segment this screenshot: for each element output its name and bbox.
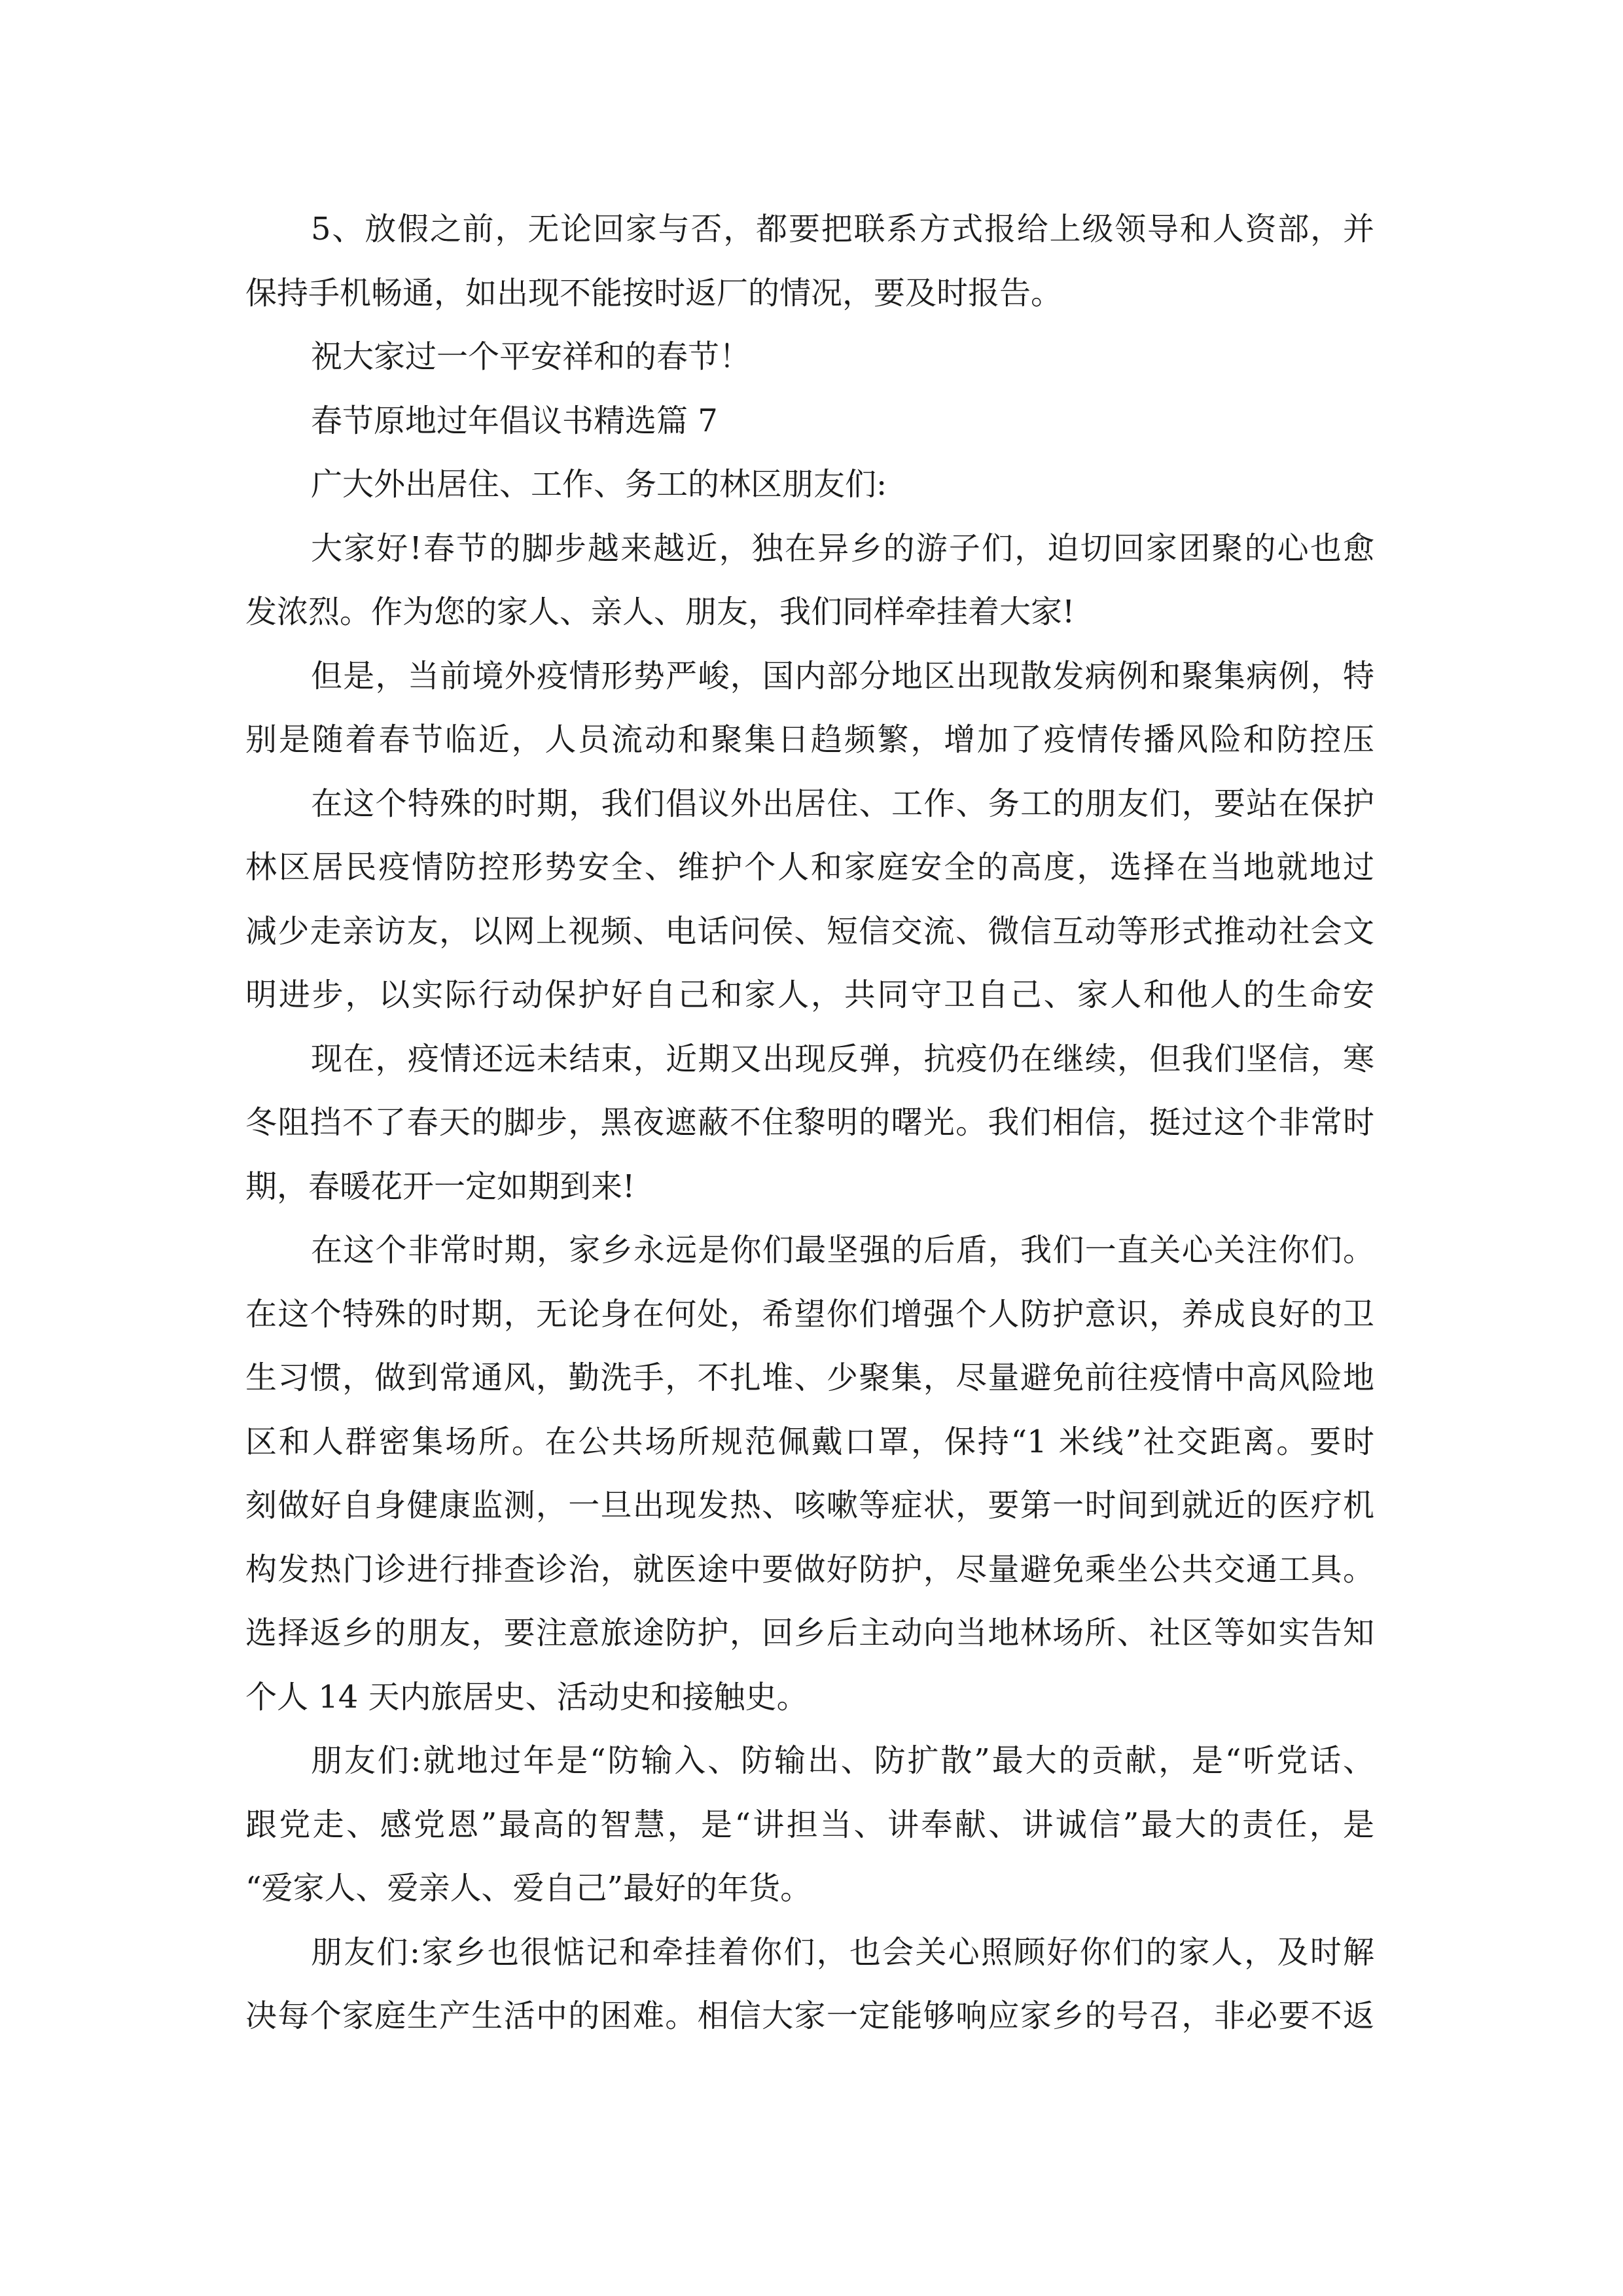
paragraph-line: 明进步，以实际行动保护好自己和家人，共同守卫自己、家人和他人的生命安 [245, 977, 1374, 1013]
paragraph-line: 发浓烈。作为您的家人、亲人、朋友，我们同样牵挂着大家! [245, 594, 1075, 630]
document-body [245, 198, 1374, 2049]
paragraph-line: 林区居民疫情防控形势安全、维护个人和家庭安全的高度，选择在当地就地过 [245, 849, 1374, 886]
paragraph-line: 朋友们:就地过年是“防输入、防输出、防扩散”最大的贡献，是“听党话、 [311, 1742, 1374, 1779]
paragraph-line: 决每个家庭生产生活中的困难。相信大家一定能够响应家乡的号召，非必要不返 [245, 1998, 1374, 2034]
paragraph-line: 祝大家过一个平安祥和的春节！ [311, 338, 751, 375]
paragraph-line: 构发热门诊进行排查诊治，就医途中要做好防护，尽量避免乘坐公共交通工具。 [245, 1551, 1374, 1588]
paragraph-line: 刻做好自身健康监测，一旦出现发热、咳嗽等症状，要第一时间到就近的医疗机 [245, 1487, 1374, 1524]
paragraph-line: 春节原地过年倡议书精选篇 7 [311, 402, 718, 439]
paragraph [245, 198, 1374, 325]
paragraph-line: 朋友们:家乡也很惦记和牵挂着你们，也会关心照顾好你们的家人，及时解 [311, 1933, 1374, 1971]
paragraph-line: 现在，疫情还远未结束，近期又出现反弹，抗疫仍在继续，但我们坚信，寒 [311, 1040, 1374, 1077]
paragraph-line: 在这个特殊的时期，无论身在何处，希望你们增强个人防护意识，养成良好的卫 [245, 1295, 1374, 1333]
paragraph-line: 生习惯，做到常通风，勤洗手，不扎堆、少聚集，尽量避免前往疫情中高风险地 [245, 1359, 1374, 1396]
paragraph-line: “爱家人、爱亲人、爱自己”最好的年货。 [245, 1870, 812, 1907]
paragraph-line: 跟党走、感党恩”最高的智慧，是“讲担当、讲奉献、讲诚信”最大的责任，是 [245, 1806, 1374, 1843]
paragraph-line: 别是随着春节临近，人员流动和聚集日趋频繁，增加了疫情传播风险和防控压 [245, 721, 1374, 758]
paragraph-line: 减少走亲访友，以网上视频、电话问侯、短信交流、微信互动等形式推动社会文 [245, 912, 1374, 950]
paragraph [245, 1729, 1374, 1921]
paragraph-line: 5、放假之前，无论回家与否，都要把联系方式报给上级领导和人资部，并 [311, 211, 1374, 247]
paragraph-line: 广大外出居住、工作、务工的林区朋友们: [311, 466, 887, 503]
paragraph [245, 1219, 1374, 1729]
salutation [245, 453, 1374, 517]
paragraph-line: 冬阻挡不了春天的脚步，黑夜遮蔽不住黎明的曙光。我们相信，挺过这个非常时 [245, 1104, 1374, 1141]
section-heading [245, 389, 1374, 454]
paragraph [245, 645, 1374, 772]
paragraph-line: 但是，当前境外疫情形势严峻，国内部分地区出现散发病例和聚集病例，特 [311, 657, 1374, 694]
paragraph [245, 517, 1374, 645]
paragraph [245, 772, 1374, 1028]
paragraph-line: 保持手机畅通，如出现不能按时返厂的情况，要及时报告。 [245, 274, 1063, 312]
paragraph-line: 在这个特殊的时期，我们倡议外出居住、工作、务工的朋友们，要站在保护 [311, 785, 1374, 822]
paragraph-line: 在这个非常时期，家乡永远是你们最坚强的后盾，我们一直关心关注你们。 [311, 1232, 1374, 1268]
paragraph [245, 1028, 1374, 1219]
paragraph-line: 个人 14 天内旅居史、活动史和接触史。 [245, 1678, 808, 1715]
paragraph-line: 区和人群密集场所。在公共场所规范佩戴口罩，保持“1 米线”社交距离。要时 [245, 1423, 1374, 1460]
paragraph [245, 325, 1374, 389]
paragraph-line: 大家好!春节的脚步越来越近，独在异乡的游子们，迫切回家团聚的心也愈 [311, 529, 1374, 567]
paragraph-line: 选择返乡的朋友，要注意旅途防护，回乡后主动向当地林场所、社区等如实告知 [245, 1615, 1374, 1651]
paragraph [245, 1921, 1374, 2049]
paragraph-line: 期，春暖花开一定如期到来! [245, 1168, 635, 1205]
